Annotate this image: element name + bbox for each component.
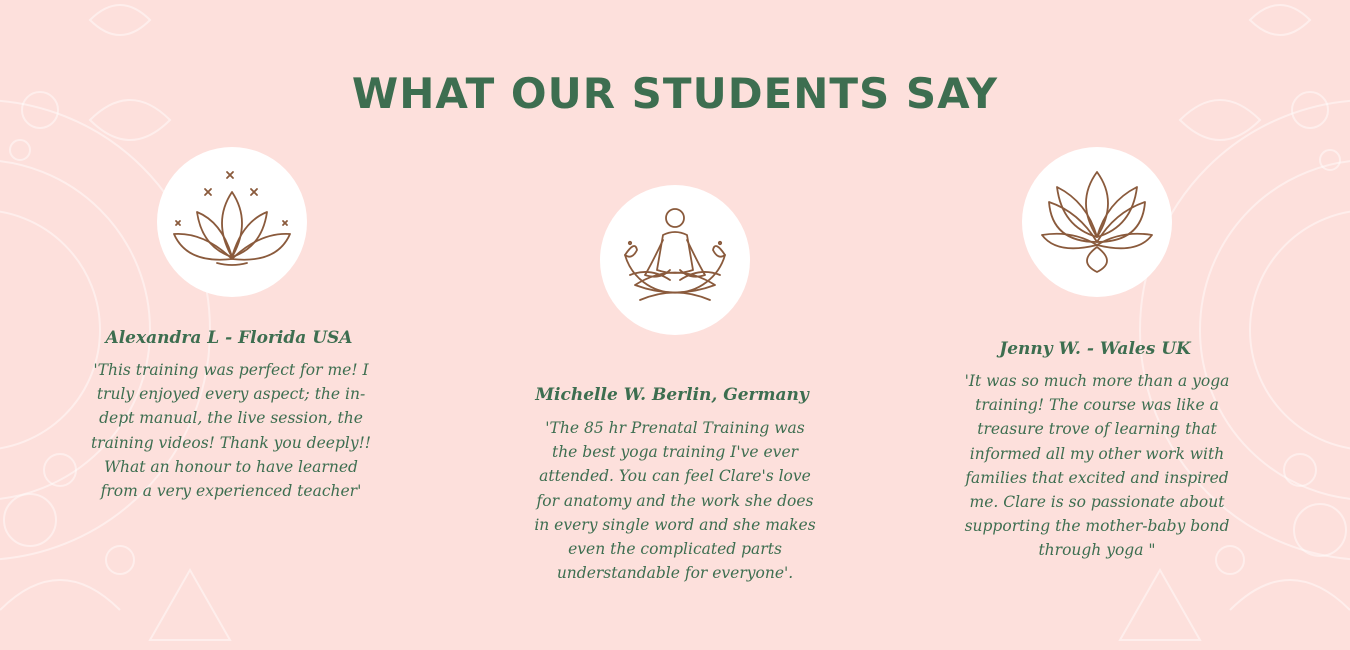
lotus-sparkle-icon: [157, 147, 307, 297]
testimonial-1-quote: 'This training was perfect for me! I truly enjoyed every aspect; the in- dept manual, the live session, the training videos! Thank you deeply!! What an honour to have learned from a very experienced teacher': [90, 361, 372, 501]
testimonial-3-name: Jenny W. - Wales UK: [999, 339, 1191, 359]
testimonial-1-name: Alexandra L - Florida USA: [105, 328, 353, 348]
testimonial-3-icon-circle: [1022, 147, 1172, 297]
testimonial-2-icon-circle: [600, 185, 750, 335]
page-title: WHAT OUR STUDENTS SAY: [351, 69, 999, 118]
meditation-figure-icon: [600, 185, 750, 335]
testimonial-2-quote: 'The 85 hr Prenatal Training was the best yoga training I've ever attended. You can feel Clare's love for anatomy and the work she does in every single word and she makes even the complicated parts understandable for everyone'.: [534, 419, 816, 583]
testimonial-2-name: Michelle W. Berlin, Germany: [535, 385, 809, 405]
testimonial-1-icon-circle: [157, 147, 307, 297]
lotus-flower-icon: [1022, 147, 1172, 297]
testimonial-3-quote: 'It was so much more than a yoga training! The course was like a treasure trove of learning that informed all my other work with families that excited and inspired me. Clare is so passionate about supporting the mother-baby bond through yoga ": [964, 372, 1230, 560]
